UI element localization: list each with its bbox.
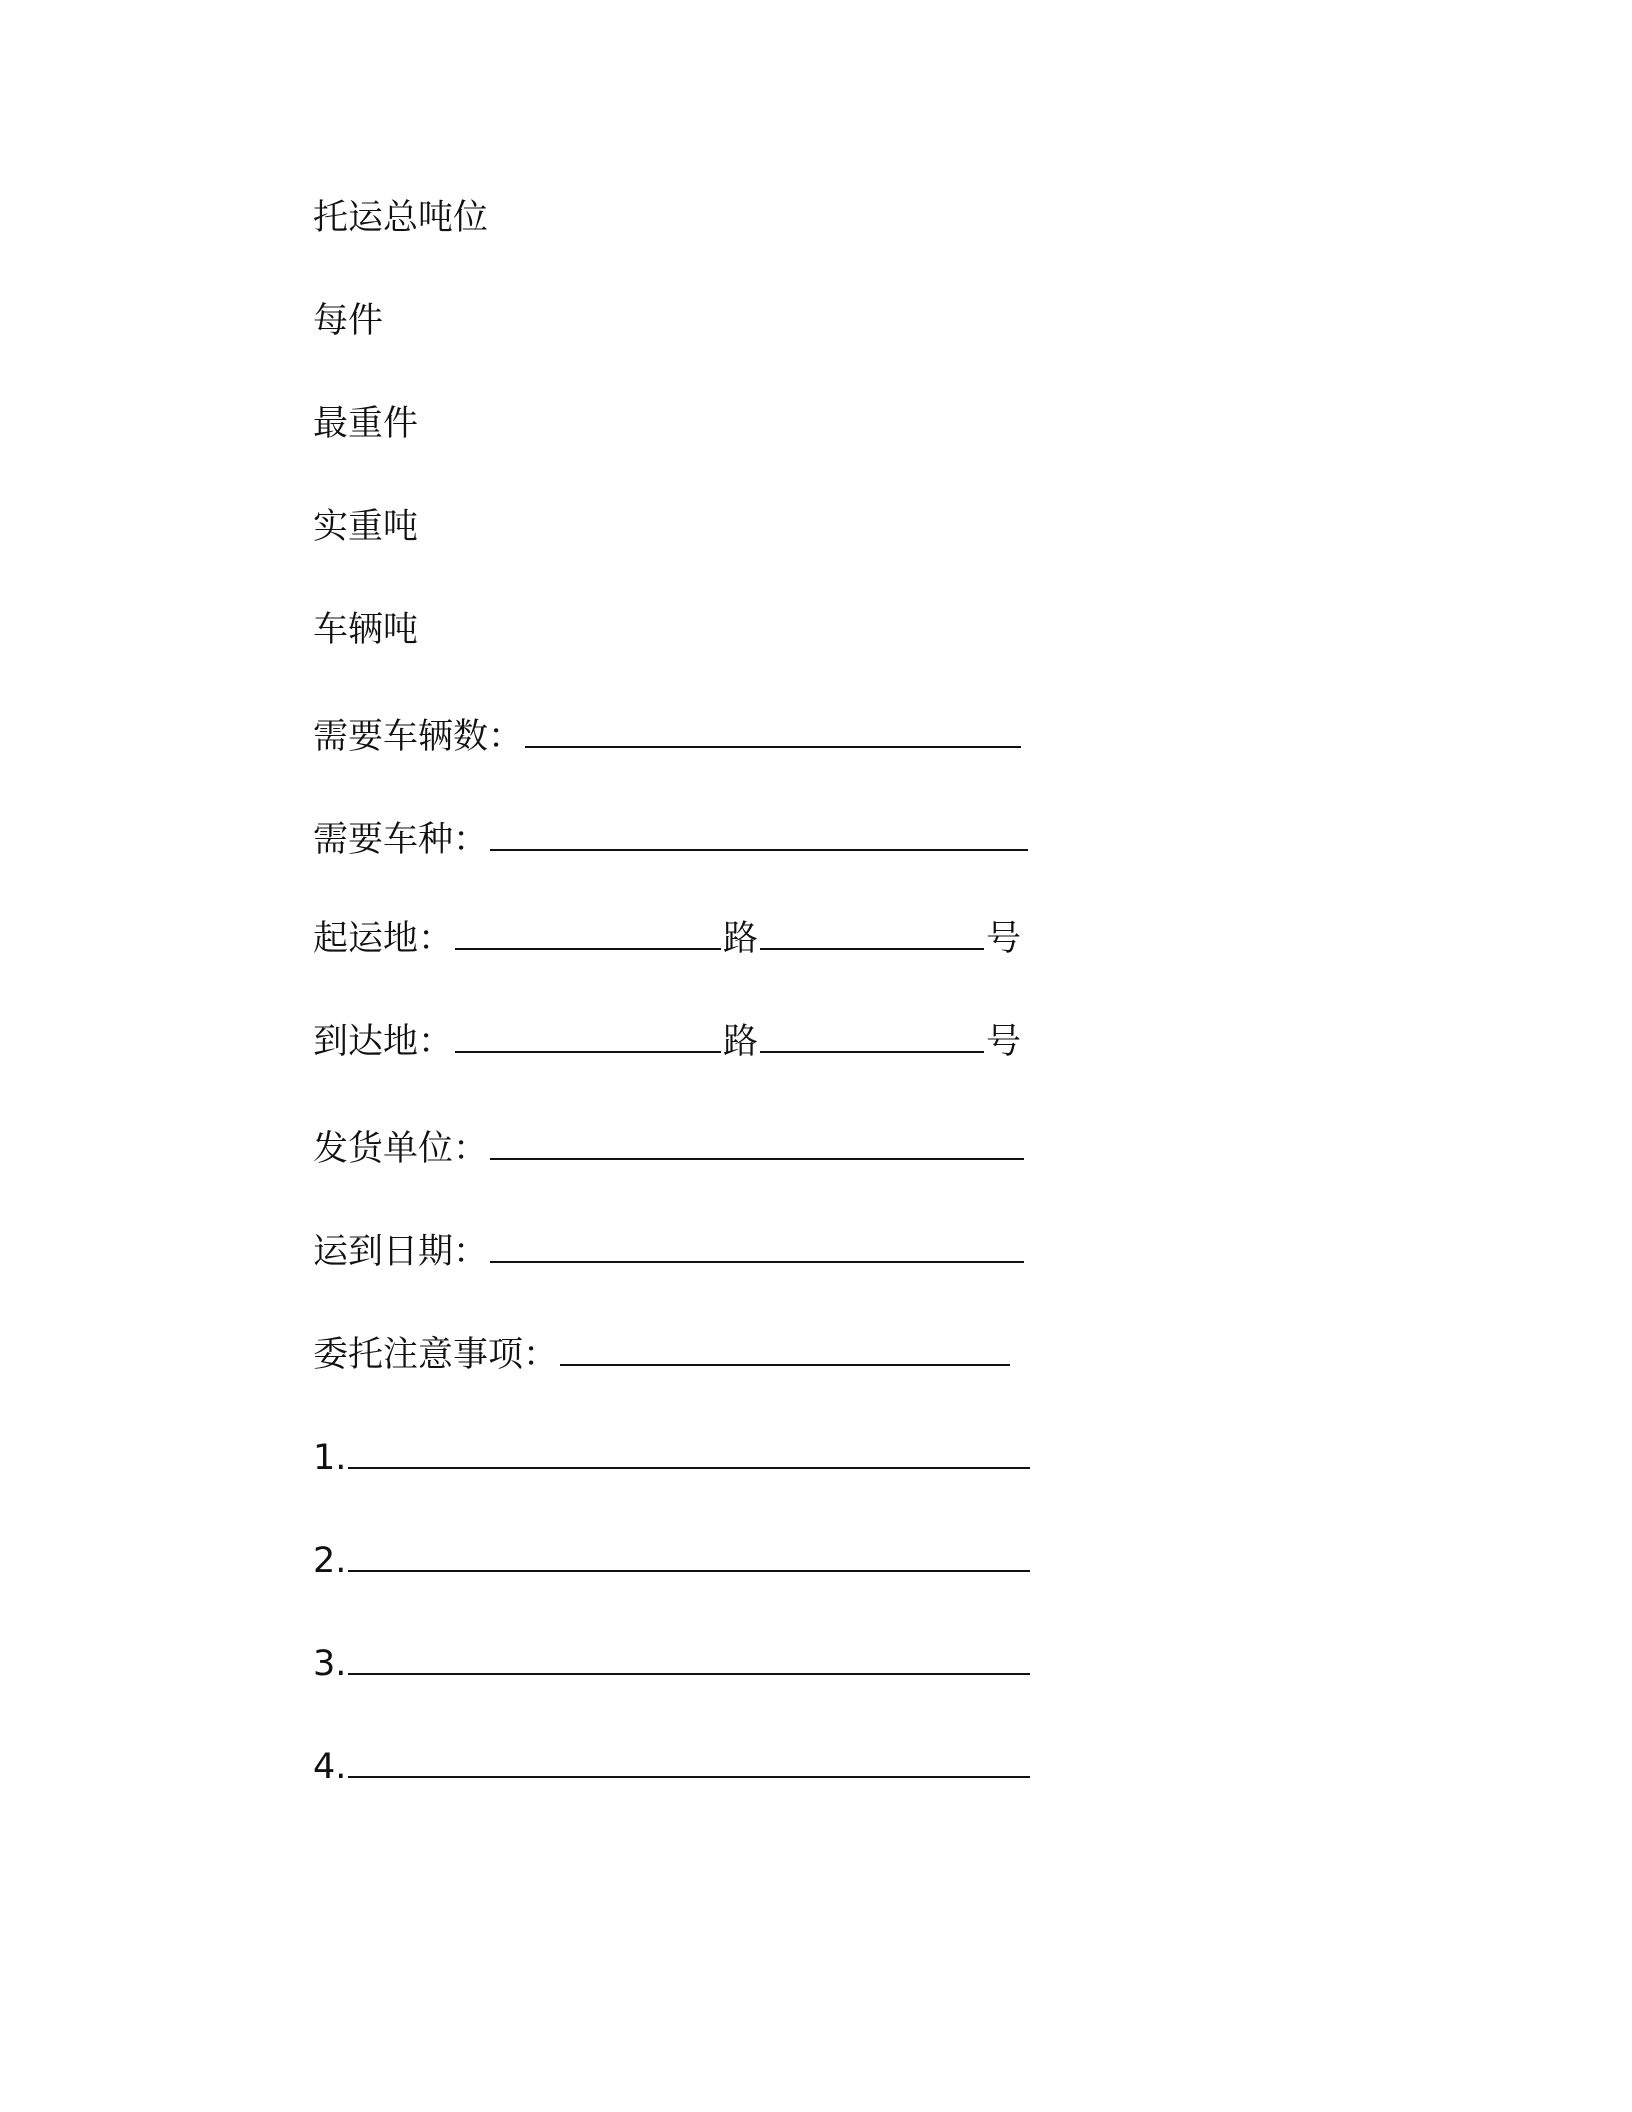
notes-item-1-number: 1. <box>313 1438 347 1478</box>
notes-item-4 <box>313 1745 1032 1789</box>
heaviest-piece-text: 最重件 <box>313 404 419 444</box>
vehicle-ton-text: 车辆吨 <box>313 610 419 650</box>
total-tonnage-text: 托运总吨位 <box>313 198 489 238</box>
vehicles-needed-blank[interactable] <box>525 716 1021 748</box>
per-piece-label <box>313 299 383 343</box>
vehicle-ton-label <box>313 608 418 652</box>
vehicle-type-blank[interactable] <box>490 819 1028 851</box>
origin-number-label: 号 <box>986 919 1022 959</box>
notes-item-1 <box>313 1436 1032 1480</box>
vehicles-needed-row <box>313 715 1023 759</box>
notes-item-3-blank[interactable] <box>348 1643 1030 1675</box>
notes-item-4-blank[interactable] <box>348 1746 1030 1778</box>
destination-number-label: 号 <box>986 1022 1022 1062</box>
notes-blank[interactable] <box>560 1334 1010 1366</box>
origin-number-blank[interactable] <box>760 918 984 950</box>
shipper-label: 发货单位： <box>313 1129 489 1169</box>
notes-item-3-number: 3. <box>313 1644 347 1684</box>
delivery-date-row <box>313 1230 1026 1274</box>
vehicle-type-label: 需要车种： <box>313 820 489 860</box>
origin-road-label: 路 <box>723 919 759 959</box>
notes-label: 委托注意事项： <box>313 1335 559 1375</box>
shipper-row <box>313 1127 1026 1171</box>
vehicle-type-row <box>313 818 1030 862</box>
delivery-date-blank[interactable] <box>490 1231 1024 1263</box>
notes-item-1-blank[interactable] <box>348 1437 1030 1469</box>
notes-item-2-blank[interactable] <box>348 1540 1030 1572</box>
actual-weight-text: 实重吨 <box>313 507 419 547</box>
vehicles-needed-label: 需要车辆数： <box>313 717 524 757</box>
notes-row <box>313 1333 1012 1377</box>
destination-road-blank[interactable] <box>455 1021 721 1053</box>
notes-item-2 <box>313 1539 1032 1583</box>
origin-row <box>313 917 1021 961</box>
destination-number-blank[interactable] <box>760 1021 984 1053</box>
per-piece-text: 每件 <box>313 301 384 341</box>
total-tonnage-label <box>313 196 488 240</box>
origin-label: 起运地： <box>313 919 454 959</box>
destination-label: 到达地： <box>313 1022 454 1062</box>
shipper-blank[interactable] <box>490 1128 1024 1160</box>
notes-item-2-number: 2. <box>313 1541 347 1581</box>
delivery-date-label: 运到日期： <box>313 1232 489 1272</box>
destination-row <box>313 1020 1021 1064</box>
origin-road-blank[interactable] <box>455 918 721 950</box>
heaviest-piece-label <box>313 402 418 446</box>
actual-weight-label <box>313 505 418 549</box>
notes-item-3 <box>313 1642 1032 1686</box>
notes-item-4-number: 4. <box>313 1747 347 1787</box>
destination-road-label: 路 <box>723 1022 759 1062</box>
